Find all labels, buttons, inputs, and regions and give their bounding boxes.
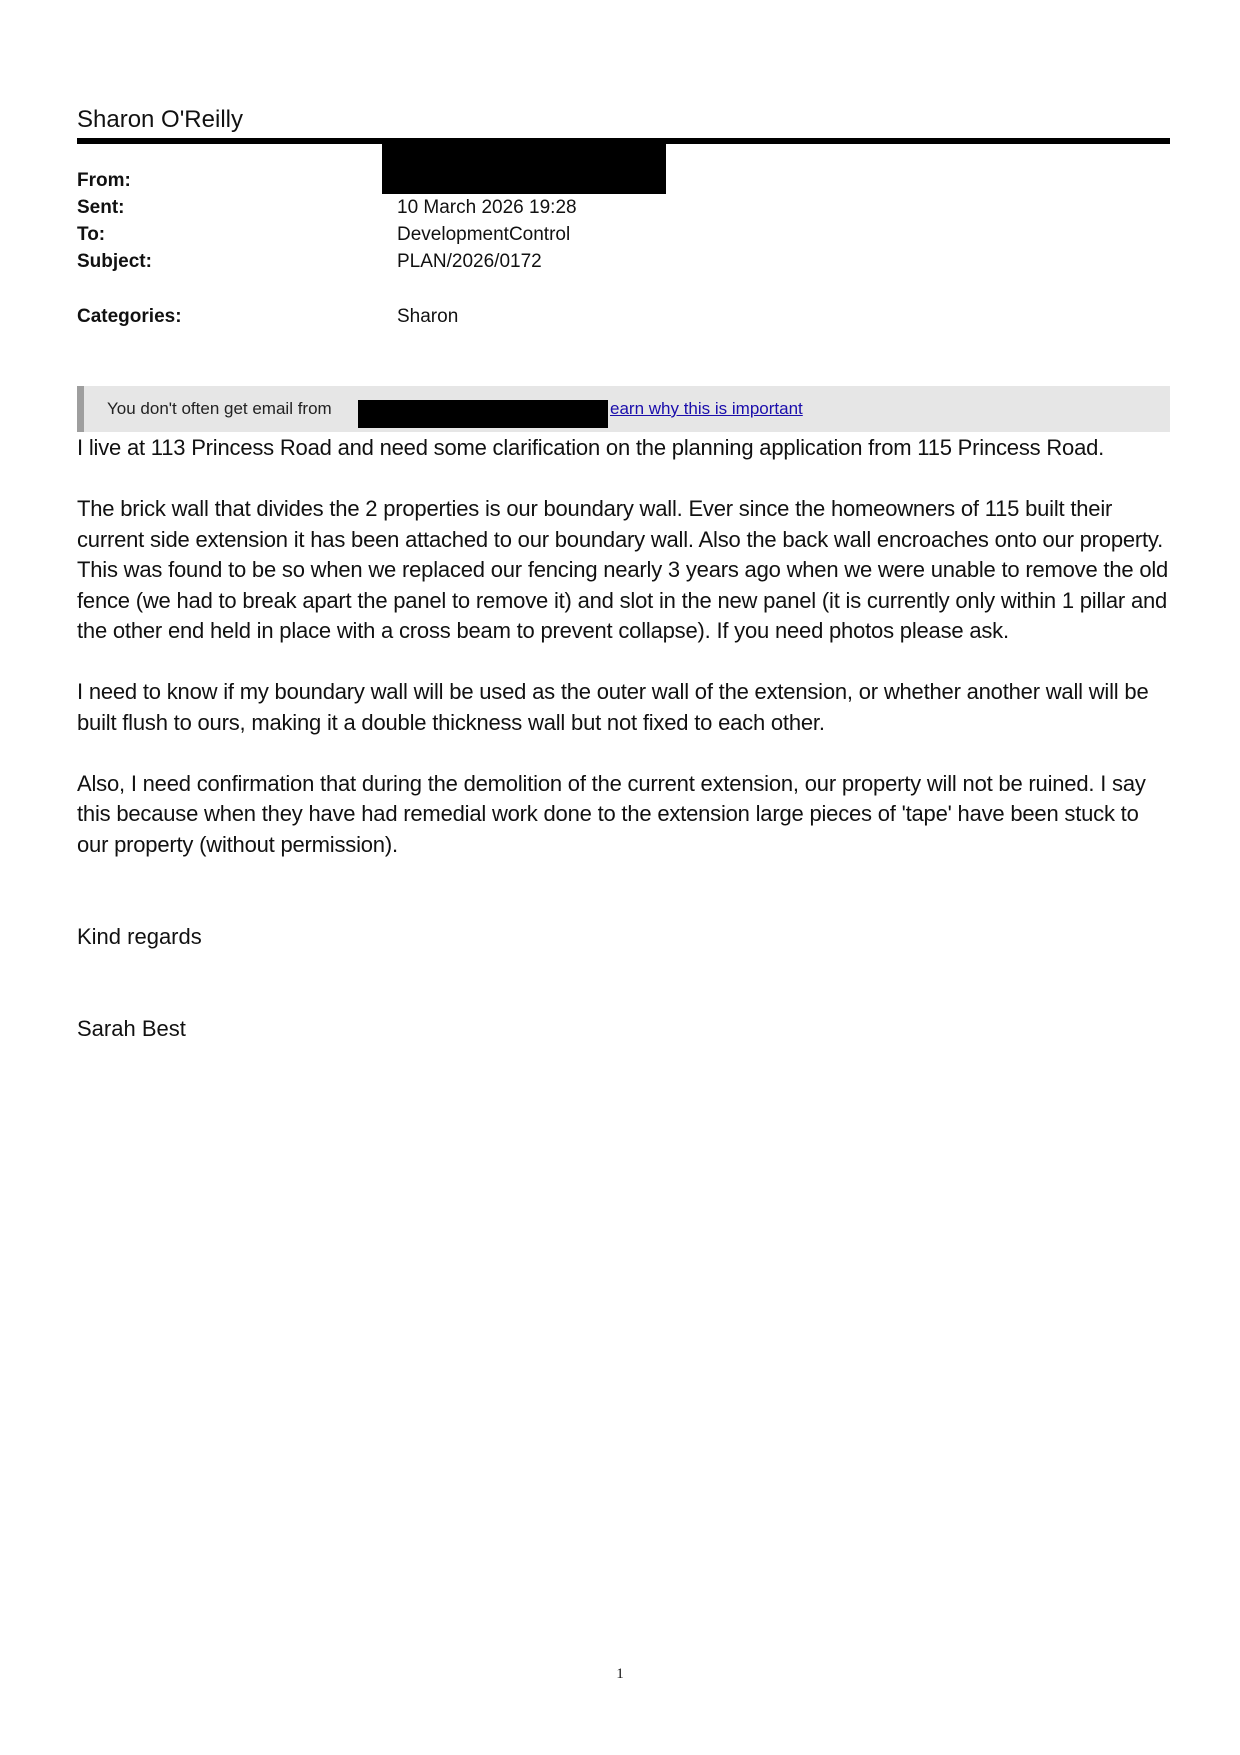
banner-text: You don't often get email from [107, 399, 332, 418]
categories-value: Sharon [397, 306, 459, 327]
body-paragraph: I need to know if my boundary wall will be used as the outer wall of the extension, or whether another wall will be built flush to ours, making it a double thickness wall but not fixed to each other. [77, 679, 1149, 735]
redacted-sender [382, 144, 666, 194]
body-paragraph: I live at 113 Princess Road and need some clarification on the planning application from 115 Princess Road. [77, 435, 1105, 460]
to-value: DevelopmentControl [397, 224, 571, 245]
subject-label: Subject: [77, 251, 152, 272]
closing-regards: Kind regards [77, 924, 202, 949]
mailbox-owner-name: Sharon O'Reilly [77, 106, 243, 133]
body-paragraph: The brick wall that divides the 2 properties is our boundary wall. Ever since the homeowners of 115 built their current side extension it has been attached to our boundary wall. Also the back wall encroaches onto our property. This was found to be so when we replaced our fencing nearly 3 years ago when we were unable to remove the old fence (we had to break apart the panel to remove it) and slot in the new panel (it is currently only within 1 pillar and the other end held in place with a cross beam to prevent collapse). If you need photos please ask. [77, 496, 1169, 643]
from-label: From: [77, 170, 131, 191]
subject-value: PLAN/2026/0172 [397, 251, 542, 272]
learn-why-link[interactable]: earn why this is important [610, 399, 803, 418]
email-body [77, 433, 1172, 891]
banner-accent-bar [77, 386, 84, 432]
body-paragraph: Also, I need confirmation that during the demolition of the current extension, our property will not be ruined. I say this because when they have had remedial work done to the extension large pieces of 'tape' have been stuck to our property (without permission). [77, 770, 1146, 857]
external-sender-banner [77, 386, 1170, 432]
sent-label: Sent: [77, 197, 125, 218]
sent-value: 10 March 2026 19:28 [397, 197, 577, 218]
sender-signature: Sarah Best [77, 1016, 186, 1041]
page-number: 1 [616, 1666, 624, 1682]
to-label: To: [77, 224, 106, 245]
categories-label: Categories: [77, 306, 182, 327]
redacted-email-address [358, 400, 608, 428]
